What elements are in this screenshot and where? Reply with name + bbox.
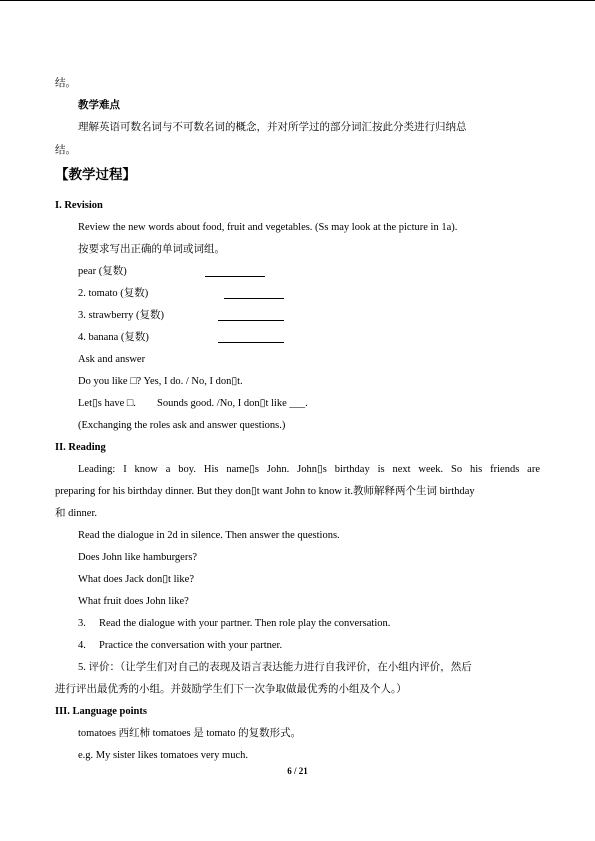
section-heading-language-points: III. Language points: [55, 706, 147, 717]
paragraph-line: Leading: I know a boy. His name▯s John. John▯s birthday is next week. So his friends are: [78, 464, 540, 475]
question-line: What fruit does John like?: [78, 596, 189, 607]
text-line: 按要求写出正确的单词或词组。: [78, 244, 225, 255]
text-line: Ask and answer: [78, 354, 146, 365]
paragraph-line: 和 dinner.: [55, 508, 97, 519]
exercise-item: 3. strawberry (复数): [78, 310, 165, 321]
text-line: Read the dialogue in 2d in silence. Then answer the questions.: [78, 530, 340, 541]
text-line: Let▯s have □.: [78, 398, 136, 409]
list-item: Read the dialogue with your partner. Then role play the conversation.: [99, 618, 391, 629]
paragraph-line: preparing for his birthday dinner. But they don▯t want John to know it.教师解释两个生词 birthday: [55, 486, 475, 497]
text-line: 理解英语可数名词与不可数名词的概念，并对所学过的部分词汇按此分类进行归纳总: [78, 122, 467, 133]
exercise-item: 4. banana (复数): [78, 332, 149, 343]
text-line: 结。: [55, 78, 76, 89]
answer-blank: [224, 288, 284, 299]
section-heading-revision: I. Revision: [55, 200, 103, 211]
text-line: 进行评出最优秀的小组。并鼓励学生们下一次争取做最优秀的小组及个人。）: [55, 684, 407, 695]
text-line: tomatoes 西红柿 tomatoes 是 tomato 的复数形式。: [78, 728, 302, 739]
section-heading-reading: II. Reading: [55, 442, 106, 453]
text-line: 结。: [55, 145, 76, 156]
exercise-item: 2. tomato (复数): [78, 288, 149, 299]
list-item: 5. 评价：（让学生们对自己的表现及语言表达能力进行自我评价，在小组内评价，然后: [78, 662, 472, 673]
text-line: Review the new words about food, fruit and vegetables. (Ss may look at the picture in 1a).: [78, 222, 458, 233]
list-number: 3.: [78, 618, 86, 629]
answer-blank: [218, 310, 284, 321]
answer-blank: [205, 266, 265, 277]
list-number: 4.: [78, 640, 86, 651]
text-line: (Exchanging the roles ask and answer questions.): [78, 420, 286, 431]
section-heading-process: 【教学过程】: [55, 167, 136, 182]
answer-blank: [218, 332, 284, 343]
list-item: Practice the conversation with your partner.: [99, 640, 283, 651]
text-line: Do you like □? Yes, I do. / No, I don▯t.: [78, 376, 243, 387]
example-line: e.g. My sister likes tomatoes very much.: [78, 750, 249, 761]
page-number: 6 / 21: [287, 766, 308, 776]
header-rule: [0, 0, 595, 1]
question-line: Does John like hamburgers?: [78, 552, 198, 563]
section-heading-difficulty: 教学难点: [78, 100, 120, 111]
exercise-item: pear (复数): [78, 266, 127, 277]
question-line: What does Jack don▯t like?: [78, 574, 194, 585]
text-line: Sounds good. /No, I don▯t like ___.: [157, 398, 308, 409]
